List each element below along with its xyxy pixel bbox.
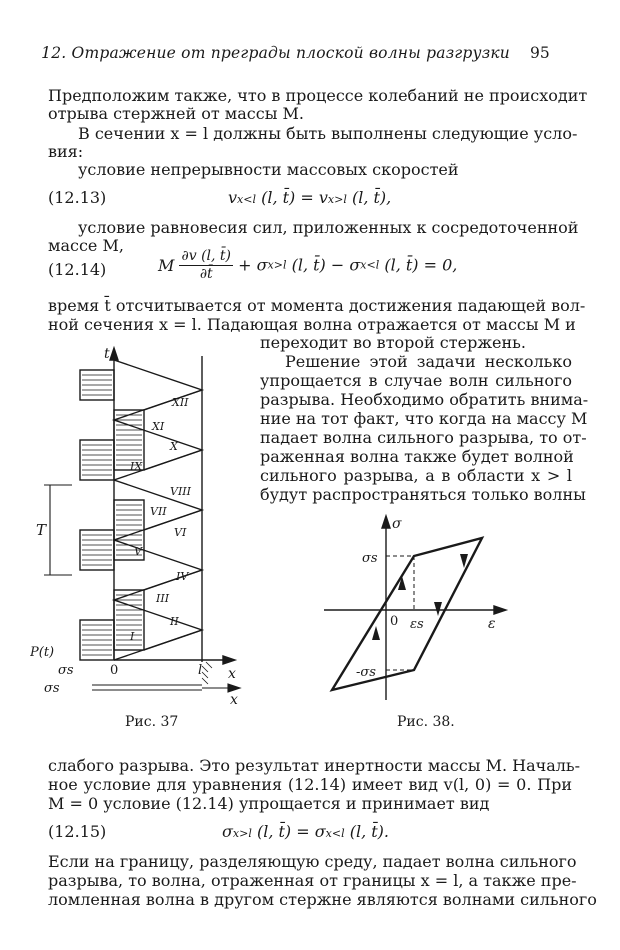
equation-12-14 [158, 248, 457, 283]
eps-axis-label: ε [488, 616, 496, 632]
sigma-axis-arrow [382, 516, 390, 528]
eps-s-label: εs [410, 617, 424, 632]
minus-sigma-s-label: -σs [356, 665, 376, 680]
figure-38-hysteresis-diagram [310, 510, 520, 705]
region-label: V [134, 545, 142, 558]
eq-subscript: x>l [327, 193, 347, 206]
hysteresis-loop [332, 538, 482, 690]
sigma-s-label-lower: σs [44, 681, 60, 696]
region-label: III [156, 592, 170, 605]
text-line: будут распространяться только волны [260, 485, 586, 504]
region-label: IV [176, 570, 189, 583]
text-line: условие непрерывности массовых скоростей [78, 160, 459, 179]
eq-part: M [158, 255, 175, 275]
text-line: ной сечения x = l. Падающая волна отражается от массы M и [48, 315, 576, 334]
figure-37-wave-diagram [30, 340, 260, 710]
region-label: IX [130, 460, 143, 473]
region-label: XI [152, 420, 165, 433]
load-arrow [372, 626, 380, 640]
text-line: упрощается в случае волн сильного [260, 371, 572, 390]
eq-part: v [318, 188, 328, 207]
eq-denominator: ∂t̄ [199, 266, 213, 282]
t-axis-arrow [110, 348, 118, 360]
figure-38-caption: Рис. 38. [397, 714, 455, 730]
unload-arrow [434, 602, 442, 616]
eq-part: σ [222, 822, 233, 841]
text-line: ломленная волна в другом стержне являются волнами сильного [48, 890, 597, 909]
x-axis-label: x [228, 666, 236, 682]
equation-number: (12.13) [48, 188, 107, 207]
eps-axis-arrow [494, 606, 506, 614]
eq-part: (l, t̄). [349, 822, 390, 841]
region-label: I [130, 630, 135, 643]
equation-number: (12.14) [48, 260, 107, 279]
origin-label: 0 [110, 663, 119, 678]
eq-part: (l, t̄) = σ [256, 822, 326, 841]
text-line: время t̄ отсчитывается от момента достижения падающей вол- [48, 296, 586, 315]
equation-12-13 [228, 188, 391, 210]
eq-fraction [179, 248, 233, 283]
eq-subscript: x<l [237, 193, 256, 206]
period-label: T [36, 521, 47, 539]
text-line: Предположим также, что в процессе колебаний не происходит [48, 86, 588, 105]
text-line: раженная волна также будет волной [260, 447, 574, 466]
text-line: В сечении x = l должны быть выполнены следующие усло- [78, 124, 578, 143]
t-axis-label: t [104, 346, 110, 362]
region-label: VIII [170, 485, 191, 498]
text-line: переходит во второй стержень. [260, 333, 526, 352]
characteristic-line [144, 450, 202, 470]
sigma-axis-label: σ [392, 516, 402, 532]
text-line: условие равновесия сил, приложенных к сосредоточенной [78, 218, 579, 237]
text-line: Если на границу, разделяющую среду, падает волна сильного [48, 852, 577, 871]
text-line: сильного разрыва, а в области x > l [260, 466, 572, 485]
eq-numerator: ∂v (l, t̄) [181, 248, 232, 264]
page-number: 95 [530, 44, 550, 62]
load-label: P(t) [30, 645, 55, 660]
equation-12-15 [222, 822, 389, 844]
text-line: массе M, [48, 236, 124, 255]
length-label: l [198, 663, 203, 678]
sigma-s-label: σs [362, 551, 378, 566]
region-label: VI [174, 526, 187, 539]
running-header-title: 12. Отражение от преграды плоской волны разгрузки [41, 44, 510, 62]
region-label: X [170, 440, 178, 453]
eq-subscript: x<l [360, 258, 380, 272]
characteristic-line [144, 630, 202, 650]
eq-subscript: x>l [267, 258, 287, 272]
eq-part: (l, t̄) = [261, 188, 319, 207]
characteristic-line [144, 570, 202, 590]
text-line: ние на тот факт, что когда на массу M [260, 409, 588, 428]
region-label: II [170, 615, 179, 628]
x-axis-label-lower: x [230, 692, 238, 708]
region-label: XII [172, 396, 189, 409]
figure-37-caption: Рис. 37 [125, 714, 179, 730]
origin-label: 0 [390, 614, 399, 629]
text-line: вия: [48, 142, 84, 161]
text-line: слабого разрыва. Это результат инертности массы M. Началь- [48, 756, 581, 775]
eq-subscript: x>l [232, 827, 252, 840]
text-line: разрыва. Необходимо обратить внима- [260, 390, 589, 409]
eq-part: (l, t̄) − σ [291, 255, 361, 275]
text-line: падает волна сильного разрыва, то от- [260, 428, 587, 447]
text-line: M = 0 условие (12.14) упрощается и принимает вид [48, 794, 490, 813]
equation-number: (12.15) [48, 822, 107, 841]
eq-part: (l, t̄) = 0, [384, 255, 458, 275]
sigma-s-label: σs [58, 663, 74, 678]
eq-subscript: x<l [325, 827, 345, 840]
eq-part: (l, t̄), [351, 188, 392, 207]
hatching [82, 375, 142, 655]
text-line: отрыва стержней от массы M. [48, 104, 304, 123]
text-line: Решение этой задачи несколько [285, 352, 572, 371]
eq-part: v [228, 188, 238, 207]
text-line: ное условие для уравнения (12.14) имеет вид v(l, 0) = 0. При [48, 775, 572, 794]
eq-part: + σ [238, 255, 268, 275]
wall-hatching [202, 662, 212, 684]
x-axis-arrow [223, 656, 235, 664]
text-line: разрыва, то волна, отраженная от границы x = l, а также пре- [48, 871, 577, 890]
region-label: VII [150, 505, 167, 518]
